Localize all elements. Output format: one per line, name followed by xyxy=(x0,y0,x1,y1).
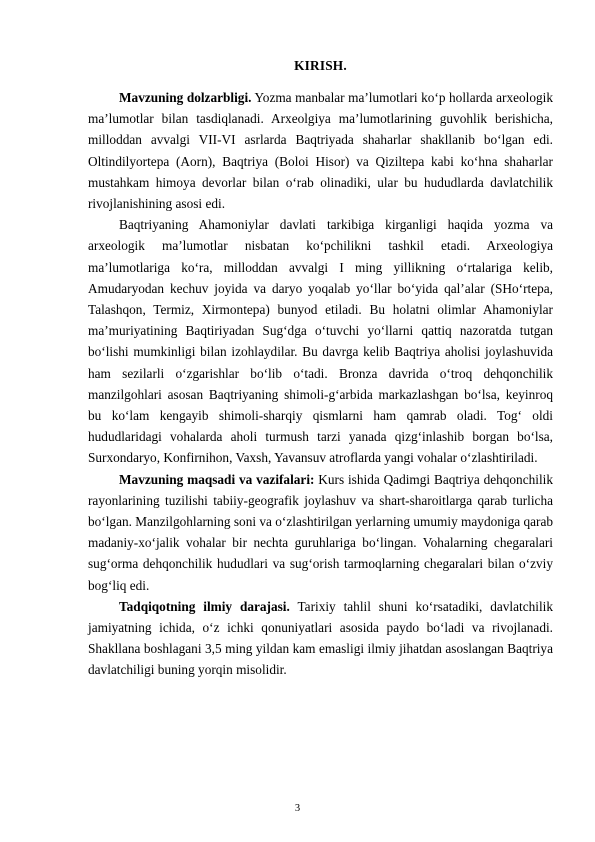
paragraph-goals xyxy=(88,469,553,596)
paragraph-text: Yozma manbalar ma’lumotlari ko‘p hollarda arxeologik ma’lumotlar bilan tasdiqlanadi. Arxeolgiya ma’lumotlarining guvohlik berishicha, milloddan avvalgi VII-VI asrlarda Baqtriyada shaharlar shakllanib bo‘lgan edi. Oltindilyortepa (Aorn), Baqtriya (Boloi Hisor) va Qiziltepa kabi ko‘hna shaharlar mustahkam himoya devorlar bilan o‘rab olinadiki, ular bu hududlarda davlatchilik rivojlanishining asosi edi. xyxy=(88,90,553,212)
paragraph-text: Kurs ishida Qadimgi Baqtriya dehqonchilik rayonlarining tuzilishi tabiiy-geografik joylashuv va shart-sharoitlarga qarab turlicha bo‘lgan. Manzilgohlarning soni va o‘zlashtirilgan yerlarning umumiy maydoniga qarab madaniy-xo‘jalik vohalar bir nechta guruhlariga bo‘lingan. Vohalarning chegaralari sug‘orma dehqonchilik hududlari va sug‘orish tarmoqlarning chegaralari bilan o‘zviy bog‘liq edi. xyxy=(88,471,553,593)
paragraph-lead: Mavzuning dolzarbligi. xyxy=(119,90,252,105)
paragraph-lead: Tadqiqotning ilmiy darajasi. xyxy=(119,598,290,614)
page-content xyxy=(88,56,553,681)
paragraph-relevance xyxy=(88,87,553,214)
paragraph-bactria-achaemenid xyxy=(88,214,553,468)
paragraph-text: Baqtriyaning Ahamoniylar davlati tarkibiga kirganligi haqida yozma va arxeologik ma’lumotlar nisbatan ko‘pchilikni tashkil etadi. Arxeologiya ma’lumotlariga ko‘ra, milloddan avvalgi I ming yillikning o‘rtalariga kelib, Amudaryodan kechuv joyida va daryo yoqalab yo‘llar bo‘yida qal’alar (SHo‘rtepa, Talashqon, Termiz, Xirmontepa) bunyod etiladi. Bu holatni olimlar Ahamoniylar ma’muriyatining Baqtiriyadan Sug‘dga o‘tuvchi yo‘llarni qattiq nazoratda tutgan bo‘lishi mumkinligi bilan izohlaydilar. Bu davrga kelib Baqtriya aholisi joylashuvida ham sezilarli o‘zgarishlar bo‘lib o‘tadi. Bronza davrida o‘troq dehqonchilik manzilgohlari asosan Baqtriyaning shimoli-g‘arbida markazlashgan bo‘lsa, keyinroq bu ko‘lam kengayib shimoli-sharqiy qismlarni ham qamrab oladi. Tog‘ oldi hududlaridagi vohalarda aholi turmush tarzi yanada qizg‘inlashib borgan bo‘lsa, Surxondaryo, Konfirnihon, Vaxsh, Yavansuv atroflarda yangi vohalar o‘zlashtiriladi. xyxy=(88,217,553,466)
paragraph-research-level xyxy=(88,596,553,681)
paragraph-text: Tarixiy tahlil shuni ko‘rsatadiki, davlatchilik jamiyatning ichida, o‘z ichki qonuniyatlari asosida paydo bo‘ladi va rivojlanadi. Shakllana boshlagani 3,5 ming yildan kam emasligi ilmiy jihatdan asoslangan Baqtriya davlatchiligi buning yorqin misolidir. xyxy=(88,598,553,678)
page-title: KIRISH. xyxy=(294,58,347,73)
page-number: 3 xyxy=(294,803,301,814)
paragraph-lead: Mavzuning maqsadi va vazifalari: xyxy=(119,471,315,487)
